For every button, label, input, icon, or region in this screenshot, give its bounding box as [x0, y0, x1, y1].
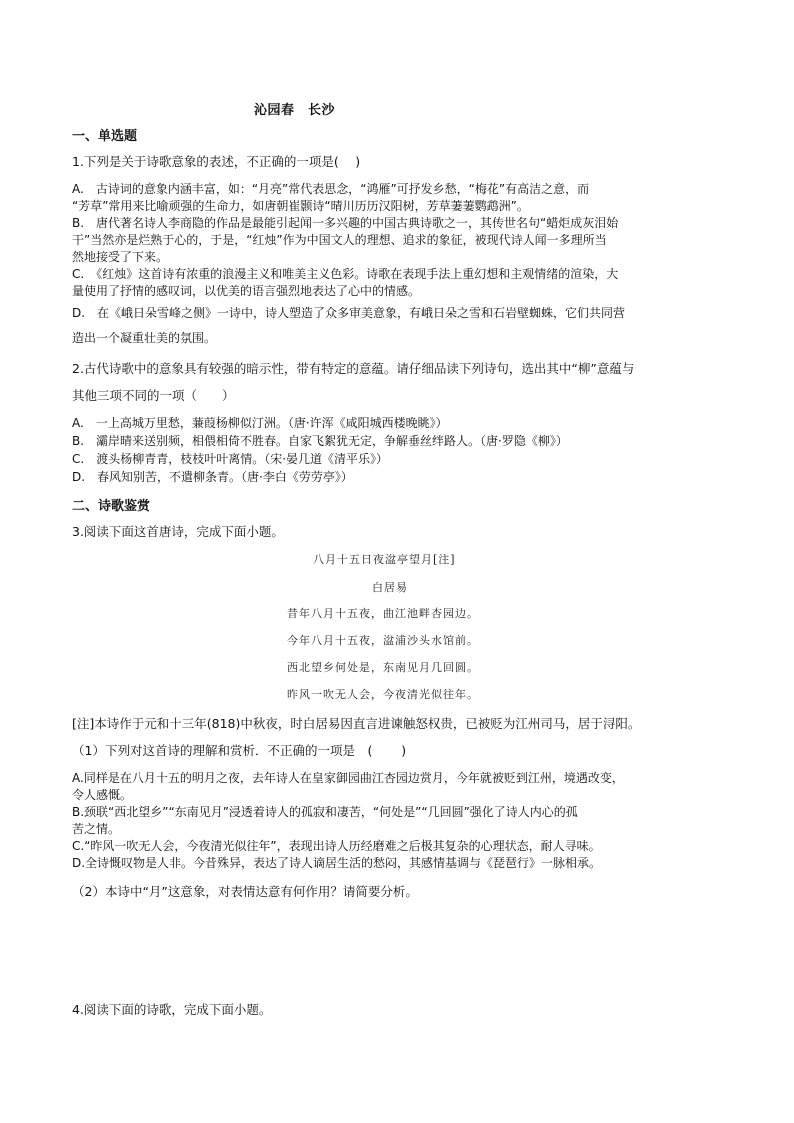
- question-1-option-b-line3: 然地接受了下来。: [72, 250, 169, 264]
- section-heading-single-choice: 一、单选题: [72, 129, 138, 144]
- question-1-option-d-line2: 造出一个凝重壮美的氛围。: [72, 331, 217, 345]
- question-1-stem: 1.下列是关于诗歌意象的表述，不正确的一项是( ): [72, 154, 361, 169]
- question-1-option-b-line1: B. 唐代著名诗人李商隐的作品是最能引起闻一多兴趣的中国古典诗歌之一，其传世名句“蜡炬成灰泪始: [72, 216, 619, 230]
- question-3-sub1-option-d: D.全诗慨叹物是人非。今昔殊异，表达了诗人谪居生活的愁闷，其感情基调与《琵琶行》一脉相承。: [72, 856, 602, 870]
- question-3-sub1-option-c: C.“昨风一吹无人会，今夜清光似往年”，表现出诗人历经磨难之后极其复杂的心理状态，耐人寻味。: [72, 839, 601, 853]
- question-3-sub1-option-b-line1: B.颈联“西北望乡”“东南见月”浸透着诗人的孤寂和凄苦，“何处是”“几回圆”强化了诗人内心的孤: [72, 805, 578, 819]
- question-2-option-d: D. 春风知别苦，不遣柳条青。（唐·李白《劳劳亭》）: [72, 470, 353, 484]
- poem-annotation: [注]本诗作于元和十三年(818)中秋夜，时白居易因直言进谏触怒权贵，已被贬为江州司马，居于浔阳。: [72, 716, 641, 731]
- question-1-option-c-line1: C. 《红烛》这首诗有浓重的浪漫主义和唯美主义色彩。诗歌在表现手法上重幻想和主观情绪的渲染，大: [72, 267, 619, 281]
- question-2-stem-line1: 2.古代诗歌中的意象具有较强的暗示性，带有特定的意蕴。请仔细品读下列诗句，选出其中“柳”意蕴与: [72, 361, 635, 376]
- poem-line-1: 昔年八月十五夜，曲江池畔杏园边。: [287, 607, 479, 620]
- question-1-option-b-line2: 干”当然亦是烂熟于心的，于是，“红烛”作为中国文人的理想、追求的象征，被现代诗人闻一多理所当: [72, 233, 607, 247]
- question-1-option-d-line1: D. 在《峨日朵雪峰之侧》一诗中，诗人塑造了众多审美意象，有峨日朵之雪和石岩壁蜘蛛，它们共同营: [72, 306, 626, 320]
- poem-author: 白居易: [372, 581, 408, 594]
- question-1-option-c-line2: 量使用了抒情的感叹词，以优美的语言强烈地表达了心中的情感。: [72, 284, 421, 298]
- question-3-stem: 3.阅读下面这首唐诗，完成下面小题。: [72, 524, 284, 539]
- poem-line-3: 西北望乡何处是，东南见月几回圆。: [287, 661, 479, 674]
- question-2-stem-line2: 其他三项不同的一项（ ）: [72, 388, 235, 403]
- poem-line-4: 昨风一吹无人会，今夜清光似往年。: [287, 688, 479, 701]
- question-2-option-b: B. 灞岸晴来送别频，相偎相倚不胜春。自家飞絮犹无定，争解垂丝绊路人。（唐·罗隐《柳》）: [72, 434, 568, 448]
- question-1-option-a-line1: A. 古诗词的意象内涵丰富，如：“月亮”常代表思念，“鸿雁”可抒发乡愁，“梅花”有高洁之意，而: [72, 182, 590, 196]
- question-3-sub1-stem: （1）下列对这首诗的理解和赏析．不正确的一项是 ( ): [72, 743, 407, 758]
- question-4-stem: 4.阅读下面的诗歌，完成下面小题。: [72, 1002, 272, 1017]
- page-title: 沁园春 长沙: [254, 103, 336, 118]
- question-3-sub1-option-b-line2: 苦之情。: [72, 822, 121, 836]
- poem-line-2: 今年八月十五夜，湓浦沙头水馆前。: [287, 634, 479, 647]
- question-3-sub1-option-a-line2: 令人感慨。: [72, 788, 133, 802]
- question-3-sub2-stem: （2）本诗中“月”这意象，对表情达意有何作用？请简要分析。: [72, 884, 418, 899]
- question-1-option-a-line2: “芳草”常用来比喻顽强的生命力，如唐朝崔颢诗“晴川历历汉阳树，芳草萋萋鹦鹉洲”。: [72, 199, 529, 213]
- question-2-option-a: A. 一上高城万里愁，蒹葭杨柳似汀洲。（唐·许浑《咸阳城西楼晚眺》）: [72, 416, 448, 430]
- question-3-sub1-option-a-line1: A.同样是在八月十五的明月之夜，去年诗人在皇家御园曲江杏园边赏月，今年就被贬到江州，境遇改变，: [72, 771, 624, 785]
- poem-title: 八月十五日夜湓亭望月[注]: [313, 553, 456, 566]
- section-heading-poetry-appreciation: 二、诗歌鉴赏: [72, 499, 151, 514]
- question-2-option-c: C. 渡头杨柳青青，枝枝叶叶离情。（宋·晏几道《清平乐》）: [72, 452, 389, 466]
